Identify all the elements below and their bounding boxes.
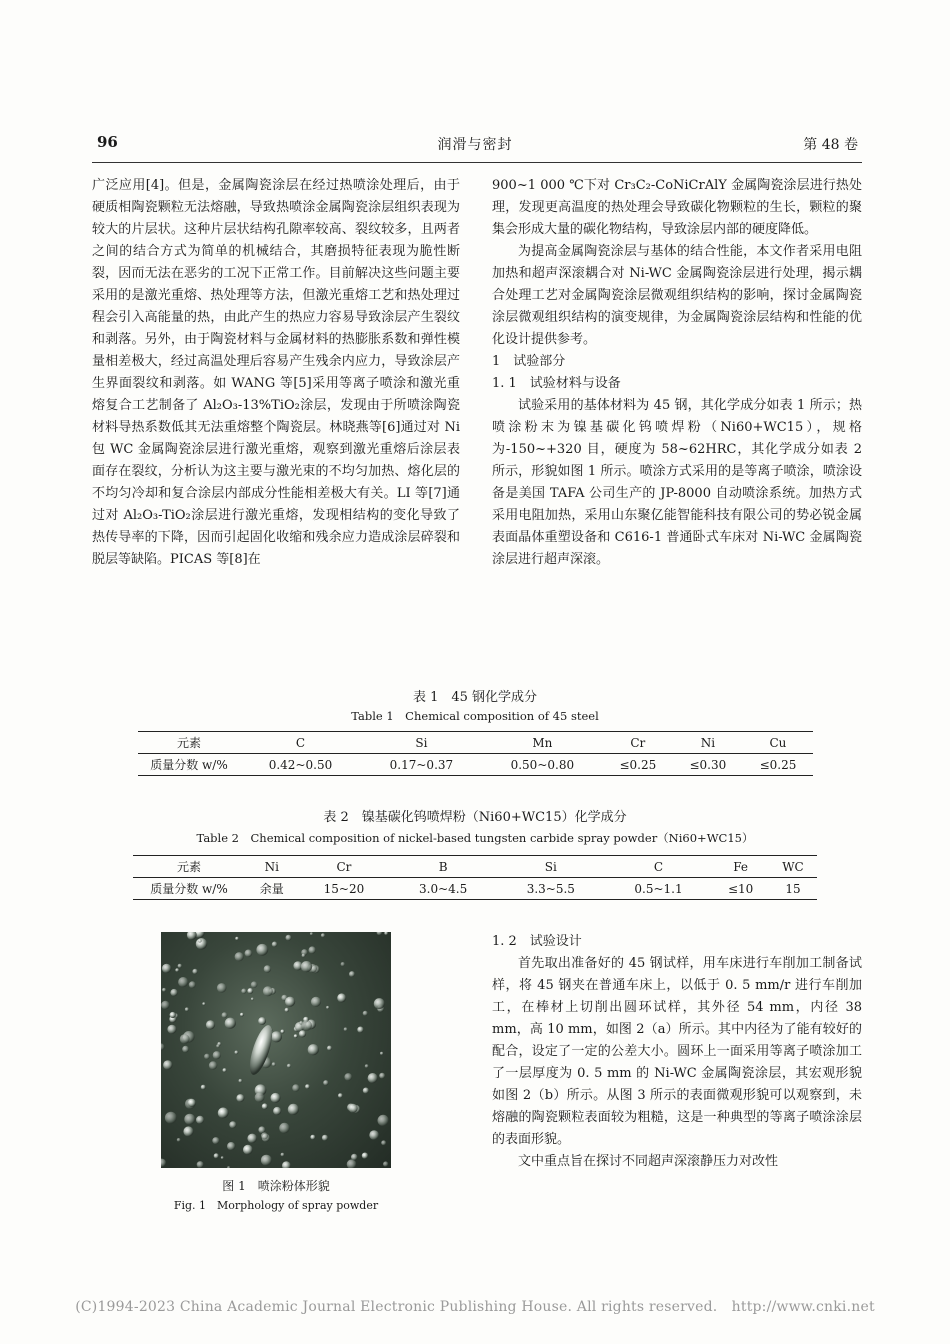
powder-particle — [161, 1043, 165, 1050]
powder-particle — [363, 1088, 369, 1094]
powder-particle — [202, 1002, 205, 1005]
powder-particle — [167, 1025, 176, 1034]
powder-particle — [209, 1061, 217, 1069]
table-row — [133, 878, 817, 900]
powder-particle — [271, 1093, 281, 1103]
powder-particle — [357, 1027, 363, 1033]
powder-particle — [178, 977, 188, 987]
table-cell: 余量 — [245, 878, 299, 900]
volume-label: 第 48 卷 — [803, 137, 858, 153]
powder-particle — [344, 1027, 348, 1031]
table2 — [133, 855, 817, 900]
powder-particle — [273, 1107, 281, 1115]
powder-particle — [258, 1126, 265, 1133]
powder-particle — [236, 1094, 244, 1102]
powder-particle — [374, 998, 385, 1009]
powder-particle — [326, 1006, 329, 1009]
powder-particle — [262, 1103, 268, 1109]
body-paragraph: 为提高金属陶瓷涂层与基体的结合性能，本文作者采用电阻加热和超声深滚耦合对 Ni-WC 金属陶瓷涂层进行处理，揭示耦合处理工艺对金属陶瓷涂层微观组织结构的影响，探讨金属陶瓷涂层微观组织结构的演变规律，为金属陶瓷涂层结构和性能的优化设计提供参考。 — [492, 244, 862, 347]
powder-particle — [175, 968, 179, 972]
powder-particle — [225, 1018, 236, 1029]
figure1-micrograph — [161, 932, 391, 1168]
section-heading: 1 试验部分 — [492, 354, 566, 369]
powder-particle — [212, 1137, 219, 1144]
powder-particle — [204, 1054, 210, 1060]
table-header-cell: Cr — [299, 856, 390, 878]
table-header-row — [133, 856, 817, 878]
table2-caption-zh: 表 2 镍基碳化钨喷焊粉（Ni60+WC15）化学成分 — [323, 810, 627, 825]
table-header-cell: Cr — [603, 732, 673, 754]
table-header-cell: 元素 — [133, 856, 245, 878]
powder-particle — [247, 1134, 257, 1144]
powder-particle — [281, 1153, 285, 1157]
powder-particle — [221, 1156, 224, 1159]
table-cell: 0.5~1.1 — [605, 878, 713, 900]
powder-particle — [255, 1093, 265, 1103]
powder-particle — [178, 964, 182, 968]
table2-caption-en: Table 2 Chemical composition of nickel-based tungsten carbide spray powder（Ni60+WC15） — [196, 831, 754, 845]
powder-particle — [258, 1017, 266, 1025]
header-rule — [92, 162, 862, 163]
powder-particle — [243, 1145, 253, 1155]
powder-particle — [183, 1126, 193, 1136]
table-header-cell: B — [389, 856, 497, 878]
page-number: 96 — [97, 133, 118, 151]
subsection-heading: 1. 2 试验设计 — [492, 934, 582, 949]
powder-particle — [239, 1079, 243, 1083]
powder-particle — [347, 1159, 357, 1168]
powder-particle — [222, 1012, 228, 1018]
powder-particle — [188, 1099, 196, 1107]
body-paragraph: 首先取出准备好的 45 钢试样，用车床进行车削加工制备试样，将 45 钢夹在普通车床上，以低于 0. 5 mm/r 进行车削加工，在棒材上切削出圆环试样，其外径 54 mm，内径 38 mm，高 10 mm，如图 2（a）所示。其中内径为了能有较好的配合，设定了一定的公差大小。圆环上一面采用等离子喷涂加工了一层厚度为 0. 5 mm 的 Ni-WC 金属陶瓷涂层，其宏观形貌如图 2（b）所示。从图 3 所示的表面微观形貌可以观察到，未熔融的陶瓷颗粒表面较为粗糙，这是一种典型的等离子喷涂涂层的表面形貌。 — [492, 956, 862, 1147]
powder-particle — [245, 950, 253, 958]
powder-particle — [235, 952, 244, 961]
table-header-cell: 元素 — [138, 732, 240, 754]
powder-particle — [217, 983, 227, 993]
powder-particle — [161, 1001, 170, 1010]
powder-particle — [327, 1046, 332, 1051]
powder-particle — [227, 1142, 235, 1150]
table-cell: 质量分数 w/% — [133, 878, 245, 900]
powder-particle — [201, 1085, 206, 1090]
figure1-caption-zh: 图 1 喷涂粉体形貌 — [222, 1179, 330, 1193]
table-cell: 0.17~0.37 — [361, 754, 482, 776]
powder-particle — [263, 986, 273, 996]
table-cell: 0.42~0.50 — [240, 754, 361, 776]
powder-particle — [301, 961, 312, 972]
powder-particle — [272, 1062, 276, 1066]
table-cell: 3.0~4.5 — [389, 878, 497, 900]
powder-particle — [247, 988, 253, 994]
table-header-row — [138, 732, 813, 754]
powder-particle — [251, 981, 258, 988]
powder-particle — [368, 1073, 378, 1083]
powder-particle — [310, 1135, 315, 1140]
table-row — [138, 754, 813, 776]
powder-particle — [292, 1084, 299, 1091]
powder-particle — [184, 1114, 195, 1125]
powder-particle — [261, 1155, 272, 1166]
powder-particle — [162, 964, 171, 973]
powder-particle — [321, 933, 325, 937]
powder-particle — [235, 937, 239, 941]
powder-particle — [351, 1154, 358, 1161]
powder-particle — [241, 989, 246, 994]
table1 — [138, 731, 813, 776]
table-cell: 15~20 — [299, 878, 390, 900]
table-cell: 15 — [769, 878, 817, 900]
powder-particle — [197, 1161, 204, 1168]
table-header-cell: Ni — [245, 856, 299, 878]
powder-particle — [271, 1031, 282, 1042]
powder-particle — [196, 938, 207, 949]
powder-particle — [377, 932, 383, 935]
body-paragraph: 900~1 000 ℃下对 Cr₃C₂-CoNiCrAlY 金属陶瓷涂层进行热处理，发现更高温度的热处理会导致碳化物颗粒的生长，颗粒的聚集会形成大量的碳化物结构，导致涂层内部的硬度降低。 — [492, 178, 862, 237]
powder-particle — [381, 1140, 386, 1145]
right-column — [492, 175, 862, 571]
powder-particle — [187, 932, 197, 940]
powder-particle — [240, 1013, 244, 1017]
powder-particle — [301, 1020, 312, 1031]
powder-particle — [282, 1161, 291, 1168]
journal-title: 润滑与密封 — [437, 137, 513, 153]
powder-particle — [286, 935, 292, 941]
table-cell: ≤0.30 — [673, 754, 743, 776]
powder-particle — [182, 1046, 189, 1053]
powder-particle — [264, 965, 271, 972]
powder-particle — [213, 1051, 221, 1059]
table-cell: ≤0.25 — [743, 754, 813, 776]
powder-particle — [349, 1104, 358, 1113]
powder-particle — [281, 1030, 285, 1034]
table-cell: ≤0.25 — [603, 754, 673, 776]
table-cell: ≤10 — [712, 878, 769, 900]
powder-particle — [229, 1121, 236, 1128]
powder-particle — [310, 932, 313, 935]
powder-particle — [218, 1108, 229, 1119]
powder-particle — [341, 962, 345, 966]
powder-particle — [285, 997, 295, 1007]
powder-particle — [165, 1112, 177, 1124]
powder-particle — [206, 1020, 215, 1029]
powder-particle — [185, 1007, 189, 1011]
table1-caption-zh: 表 1 45 钢化学成分 — [412, 690, 538, 705]
powder-particle — [302, 954, 306, 958]
powder-particle — [383, 1161, 388, 1166]
powder-particle — [256, 944, 268, 956]
powder-particle — [214, 1153, 219, 1158]
powder-particle — [189, 981, 196, 988]
subsection-heading: 1. 1 试验材料与设备 — [492, 376, 621, 391]
powder-particle — [380, 1052, 383, 1055]
powder-particle — [177, 1138, 181, 1142]
table-header-cell: Si — [497, 856, 605, 878]
powder-particle — [251, 998, 254, 1001]
powder-particle — [299, 1030, 306, 1037]
powder-particle — [180, 1034, 190, 1044]
table-header-cell: Si — [361, 732, 482, 754]
powder-particle — [285, 1008, 289, 1012]
powder-particle — [227, 1166, 230, 1168]
powder-particle — [272, 942, 278, 948]
table-header-cell: WC — [769, 856, 817, 878]
powder-particle — [311, 997, 321, 1007]
powder-particle — [192, 969, 197, 974]
table-header-cell: Fe — [712, 856, 769, 878]
powder-particle — [308, 1044, 319, 1055]
right-column-lower — [492, 931, 862, 1173]
powder-particle — [170, 989, 177, 996]
powder-particle — [279, 1123, 290, 1134]
powder-particle — [198, 939, 202, 943]
figure1-caption-en: Fig. 1 Morphology of spray powder — [173, 1199, 379, 1212]
powder-particle — [216, 1044, 220, 1048]
powder-particle — [261, 1132, 268, 1139]
powder-particle — [365, 1064, 369, 1068]
powder-particles — [161, 932, 391, 1168]
table-cell: 3.3~5.5 — [497, 878, 605, 900]
powder-particle — [196, 1116, 204, 1124]
powder-particle — [223, 1068, 227, 1072]
powder-particle — [369, 1130, 379, 1140]
body-paragraph: 广泛应用[4]。但是，金属陶瓷涂层在经过热喷涂处理后，由于硬质相陶瓷颗粒无法熔融，导致热喷涂金属陶瓷涂层组织表现为较大的片层状。这种片层状结构孔隙率较高、裂纹较多，且两者之间的结合方式为简单的机械结合，其磨损特征表现为脆性断裂，因而无法在恶劣的工况下正常工作。目前解决这些问题主要采用的是激光重熔、热处理等方法，但激光重熔工艺和热处理过程会引入高能量的热，由此产生的热应力容易导致涂层产生裂纹和剥落。另外，由于陶瓷材料与金属材料的热膨胀系数和弹性模量相差极大，经过高温处理后容易产生残余内应力，导致涂层产生界面裂纹和剥落。如 WANG 等[5]采用等离子喷涂和激光重熔复合工艺制备了 Al₂O₃-13%TiO₂涂层，发现由于所喷涂陶瓷材料导热系数低其无法重熔整个陶瓷层。林晓燕等[6]通过对 Ni 包 WC 金属陶瓷涂层进行激光重熔，观察到激光重熔后涂层表面存在裂纹，分析认为这主要与激光束的不均匀加热、熔化层的不均匀冷却和复合涂层内部成分性能相差极大有关。LI 等[7]通过对 Al₂O₃-TiO₂涂层进行激光重熔，发现相结构的变化导致了热传导率的下降，因而引起固化收缩和残余应力造成涂层碎裂和脱层等缺陷。PICAS 等[8]在 — [92, 178, 460, 567]
powder-particle — [288, 1104, 299, 1115]
left-column — [92, 175, 460, 571]
powder-particle — [323, 1080, 328, 1085]
powder-particle — [378, 1115, 389, 1126]
powder-particle — [322, 1135, 328, 1141]
powder-particle — [294, 1034, 298, 1038]
powder-particle — [309, 946, 316, 953]
powder-particle — [305, 1084, 310, 1089]
powder-particle — [338, 1093, 343, 1098]
powder-particle — [170, 1012, 176, 1018]
table-header-cell: C — [605, 856, 713, 878]
table-cell: 质量分数 w/% — [138, 754, 240, 776]
copyright-footer: (C)1994-2023 China Academic Journal Electronic Publishing House. All rights reserved. http://www.cnki.net — [75, 1299, 875, 1315]
table-cell: 0.50~0.80 — [482, 754, 603, 776]
powder-particle — [363, 1011, 368, 1016]
powder-particle — [344, 1073, 352, 1081]
body-paragraph: 文中重点旨在探讨不同超声深滚静压力对改性 — [518, 1154, 779, 1169]
table-header-cell: Mn — [482, 732, 603, 754]
powder-particle — [161, 1159, 166, 1168]
table-header-cell: C — [240, 732, 361, 754]
powder-particle — [349, 971, 355, 977]
powder-particle — [337, 993, 346, 1002]
table1-caption-en: Table 1 Chemical composition of 45 steel — [351, 709, 599, 723]
table-header-cell: Ni — [673, 732, 743, 754]
powder-particle — [362, 1153, 368, 1159]
body-paragraph: 试验采用的基体材料为 45 钢，其化学成分如表 1 所示；热喷涂粉末为镍基碳化钨喷焊粉（Ni60+WC15），规格为-150~+320 目，硬度为 58~62HRC，其化学成分如表 2 所示，形貌如图 1 所示。喷涂方式采用的是等离子喷涂，喷涂设备是美国 TAFA 公司生产的 JP-8000 自动喷涂系统。加热方式采用电阻加热，采用山东聚亿能智能科技有限公司的势必锐金属表面晶体重塑设备和 C616-1 普通卧式车床对 Ni-WC 金属陶瓷涂层进行超声深滚。 — [492, 398, 862, 567]
powder-particle — [163, 1060, 172, 1069]
powder-particle — [287, 1064, 291, 1068]
powder-particle — [384, 932, 388, 935]
table-header-cell: Cu — [743, 732, 813, 754]
powder-particle — [379, 1073, 385, 1079]
powder-particle — [235, 1051, 239, 1055]
powder-particle — [162, 988, 166, 992]
